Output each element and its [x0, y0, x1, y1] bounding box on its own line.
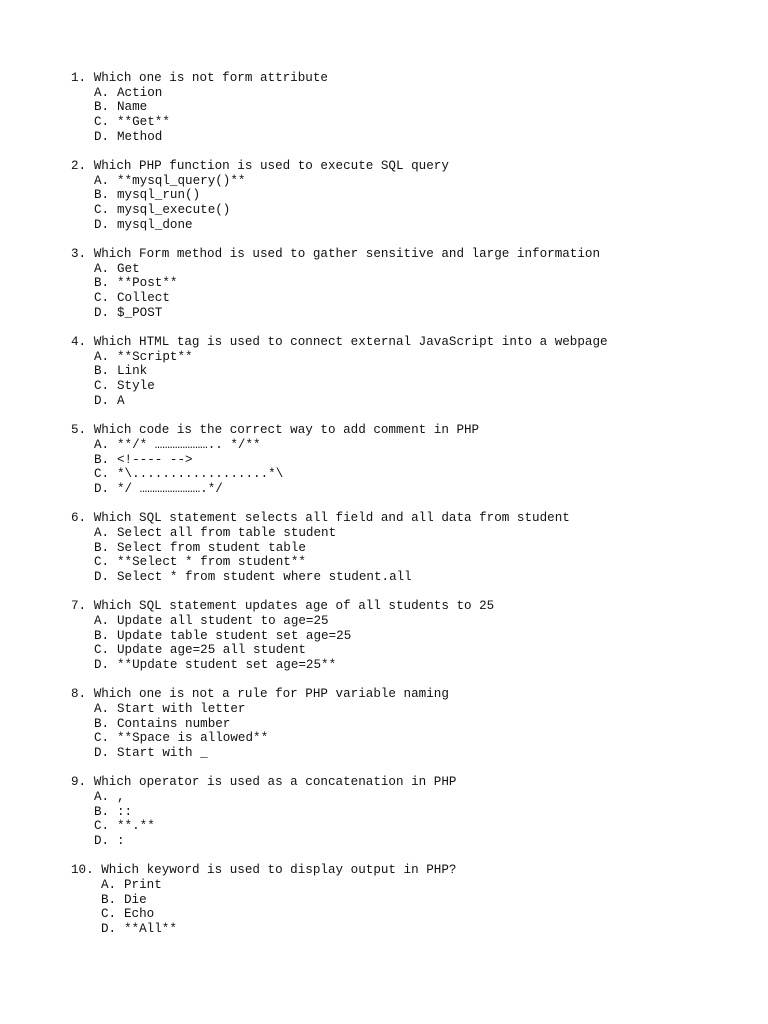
option-letter: C. [94, 203, 110, 218]
question-number: 9. [71, 775, 87, 790]
question-item [71, 71, 751, 144]
question-item [71, 423, 751, 496]
option-item [71, 834, 751, 849]
option-letter: A. [94, 85, 110, 100]
option-text: , [117, 789, 125, 804]
option-text: Select * from student where student.all [117, 569, 412, 584]
question-number: 8. [71, 687, 87, 702]
question-text: Which code is the correct way to add comment in PHP [93, 423, 480, 438]
option-text: **.** [117, 819, 155, 834]
option-letter: A. [94, 349, 110, 364]
option-letter: D. [94, 305, 110, 320]
option-text: Update all student to age=25 [117, 613, 329, 628]
option-letter: B. [94, 188, 110, 203]
option-item [71, 130, 751, 145]
option-item [71, 643, 751, 658]
option-list [71, 526, 751, 585]
option-letter: B. [94, 452, 110, 467]
option-text: **Update student set age=25** [117, 657, 337, 672]
question-item [71, 247, 751, 320]
option-letter: D. [94, 745, 110, 760]
question-line [71, 335, 751, 350]
option-list [71, 86, 751, 145]
option-letter: A. [94, 613, 110, 628]
option-letter: C. [94, 379, 110, 394]
question-number: 1. [71, 71, 87, 85]
option-list [71, 878, 751, 937]
option-letter: D. [94, 217, 110, 232]
question-line [71, 159, 751, 174]
option-item [71, 878, 751, 893]
option-letter: A. [94, 789, 110, 804]
option-text: **mysql_query()** [117, 173, 246, 188]
option-text: Style [117, 379, 155, 394]
question-item [71, 599, 751, 672]
option-item [71, 203, 751, 218]
question-line [71, 71, 751, 86]
option-item [71, 379, 751, 394]
option-text: : [117, 834, 125, 848]
option-text: Select all from table student [117, 525, 337, 540]
option-letter: C. [94, 643, 110, 658]
option-letter: D. [94, 569, 110, 584]
option-list [71, 438, 751, 497]
option-letter: A. [94, 525, 110, 540]
question-text: Which PHP function is used to execute SQL query [93, 159, 449, 174]
option-item [71, 174, 751, 189]
option-letter: B. [94, 804, 110, 819]
option-item [71, 306, 751, 321]
option-letter: C. [101, 907, 117, 922]
option-letter: B. [94, 276, 110, 291]
option-letter: D. [101, 922, 117, 937]
option-text: Echo [124, 907, 155, 922]
question-line [71, 863, 751, 878]
option-letter: B. [101, 892, 117, 907]
question-number: 4. [71, 335, 87, 350]
option-item [71, 394, 751, 409]
option-text: Start with _ [117, 745, 208, 760]
option-text: Die [124, 892, 147, 907]
question-text: Which operator is used as a concatenation in PHP [93, 775, 457, 790]
option-list [71, 262, 751, 321]
option-item [71, 731, 751, 746]
question-item [71, 159, 751, 232]
question-text: Which keyword is used to display output in PHP? [101, 863, 457, 878]
option-item [71, 100, 751, 115]
option-item [71, 115, 751, 130]
option-text: Method [117, 129, 163, 144]
option-text: **/* ………………….. */** [117, 437, 261, 452]
option-text: Link [117, 364, 148, 379]
option-item [71, 614, 751, 629]
option-item [71, 702, 751, 717]
option-item [71, 526, 751, 541]
option-item [71, 922, 751, 937]
question-text: Which Form method is used to gather sensitive and large information [93, 247, 601, 262]
option-letter: B. [94, 540, 110, 555]
question-number: 6. [71, 511, 87, 526]
option-letter: B. [94, 716, 110, 731]
question-line [71, 687, 751, 702]
option-letter: B. [94, 100, 110, 115]
option-item [71, 453, 751, 468]
option-item [71, 467, 751, 482]
question-number: 7. [71, 599, 87, 614]
option-item [71, 541, 751, 556]
question-number: 5. [71, 423, 87, 438]
option-text: Update age=25 all student [117, 643, 306, 658]
question-line [71, 775, 751, 790]
question-number: 10. [71, 863, 94, 878]
option-item [71, 790, 751, 805]
option-letter: D. [94, 481, 110, 496]
option-item [71, 291, 751, 306]
option-text: Action [117, 85, 163, 100]
option-list [71, 350, 751, 409]
option-item [71, 218, 751, 233]
question-item [71, 511, 751, 584]
option-item [71, 262, 751, 277]
question-list [71, 71, 751, 951]
option-list [71, 614, 751, 673]
option-item [71, 893, 751, 908]
option-text: Update table student set age=25 [117, 628, 352, 643]
question-item [71, 687, 751, 760]
option-letter: D. [94, 393, 110, 408]
option-text: **Post** [117, 276, 178, 291]
option-item [71, 364, 751, 379]
question-number: 2. [71, 159, 87, 174]
option-item [71, 907, 751, 922]
option-text: Select from student table [117, 540, 306, 555]
question-item [71, 335, 751, 408]
option-text: Contains number [117, 716, 231, 731]
option-text: Start with letter [117, 701, 246, 716]
option-letter: A. [94, 261, 110, 276]
question-line [71, 511, 751, 526]
option-item [71, 276, 751, 291]
question-number: 3. [71, 247, 87, 262]
option-letter: A. [94, 437, 110, 452]
option-letter: B. [94, 628, 110, 643]
question-text: Which SQL statement updates age of all students to 25 [93, 599, 495, 614]
option-letter: C. [94, 555, 110, 570]
option-item [71, 570, 751, 585]
question-text: Which SQL statement selects all field and all data from student [93, 511, 570, 526]
option-text: */ …………………….*/ [117, 481, 223, 496]
option-text: mysql_run() [117, 188, 201, 203]
option-text: *\..................*\ [117, 467, 284, 482]
option-item [71, 717, 751, 732]
question-item [71, 863, 751, 936]
option-letter: C. [94, 819, 110, 834]
option-item [71, 746, 751, 761]
option-text: **Get** [117, 115, 170, 130]
question-item [71, 775, 751, 848]
option-letter: C. [94, 731, 110, 746]
option-letter: A. [94, 701, 110, 716]
option-text: Get [117, 261, 140, 276]
option-item [71, 350, 751, 365]
option-letter: A. [101, 877, 117, 892]
option-item [71, 805, 751, 820]
option-item [71, 482, 751, 497]
question-text: Which one is not form attribute [93, 71, 328, 85]
option-letter: D. [94, 129, 110, 144]
option-item [71, 555, 751, 570]
option-letter: A. [94, 173, 110, 188]
option-text: Collect [117, 291, 170, 306]
option-text: mysql_done [117, 217, 193, 232]
option-text: mysql_execute() [117, 203, 231, 218]
option-text: **Select * from student** [117, 555, 306, 570]
question-line [71, 247, 751, 262]
option-letter: B. [94, 364, 110, 379]
option-text: <!---- --> [117, 452, 193, 467]
option-item [71, 658, 751, 673]
option-text: **All** [124, 922, 177, 937]
option-text: Name [117, 100, 148, 115]
option-text: $_POST [117, 305, 163, 320]
option-text: Print [124, 877, 162, 892]
option-list [71, 174, 751, 233]
question-text: Which HTML tag is used to connect external JavaScript into a webpage [93, 335, 608, 350]
option-text: **Space is allowed** [117, 731, 269, 746]
option-item [71, 819, 751, 834]
option-text: :: [117, 804, 133, 819]
option-item [71, 438, 751, 453]
question-text: Which one is not a rule for PHP variable naming [93, 687, 449, 702]
option-item [71, 629, 751, 644]
option-list [71, 790, 751, 849]
option-list [71, 702, 751, 761]
question-line [71, 423, 751, 438]
option-letter: C. [94, 467, 110, 482]
option-item [71, 86, 751, 101]
option-item [71, 188, 751, 203]
option-text: **Script** [117, 349, 193, 364]
option-letter: C. [94, 291, 110, 306]
option-letter: D. [94, 657, 110, 672]
option-text: A [117, 393, 125, 408]
option-letter: D. [94, 834, 110, 848]
option-letter: C. [94, 115, 110, 130]
question-line [71, 599, 751, 614]
